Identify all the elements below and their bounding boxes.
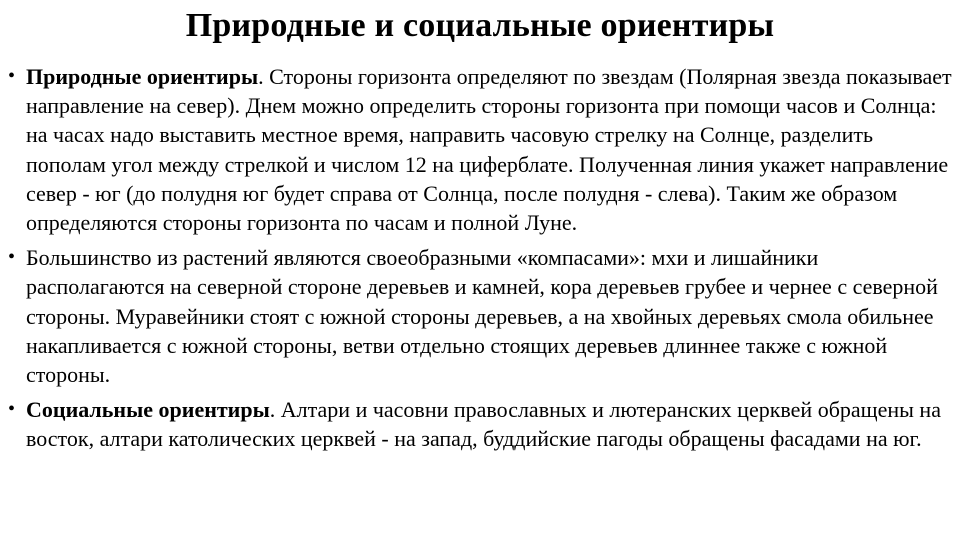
bullet-lead-social: Социальные ориентиры bbox=[26, 397, 270, 423]
bullet-text-social: . Алтари и часовни православных и лютеранских церквей обращены на восток, алтари католических церквей - на запад, буддийские пагоды обращены фасадами на юг. bbox=[26, 397, 941, 452]
bullet-natural-landmarks bbox=[8, 62, 956, 237]
slide-title: Природные и социальные ориентиры bbox=[185, 7, 775, 44]
bullet-marker: • bbox=[8, 398, 16, 421]
bullet-text-plants: Большинство из растений являются своеобразными «компасами»: мхи и лишайники располагаются на северной стороне деревьев и камней, кора деревьев грубее и чернее с северной стороны. Муравейники стоят с южной стороны деревьев, а на хвойных деревьях смола обильнее накапливается с южной стороны, ветви отдельно стоящих деревьев длиннее также с южной стороны. bbox=[26, 245, 938, 388]
bullet-list bbox=[8, 62, 956, 460]
bullet-marker: • bbox=[8, 65, 16, 87]
bullet-marker: • bbox=[8, 246, 16, 269]
bullet-plant-compasses bbox=[8, 243, 956, 389]
bullet-social-landmarks bbox=[8, 395, 956, 453]
bullet-text-natural: . Стороны горизонта определяют по звездам (Полярная звезда показывает направление на север). Днем можно определить стороны горизонта при помощи часов и Солнца: на часах надо выставить местное время, направить часовую стрелку на Солнце, разделить пополам угол между стрелкой и числом 12 на циферблате. Полученная линия укажет направление север - юг (до полудня юг будет справа от Солнца, после полудня - слева). Таким же образом определяются стороны горизонта по часам и полной Луне. bbox=[26, 64, 952, 236]
bullet-lead-natural: Природные ориентиры bbox=[26, 64, 259, 89]
